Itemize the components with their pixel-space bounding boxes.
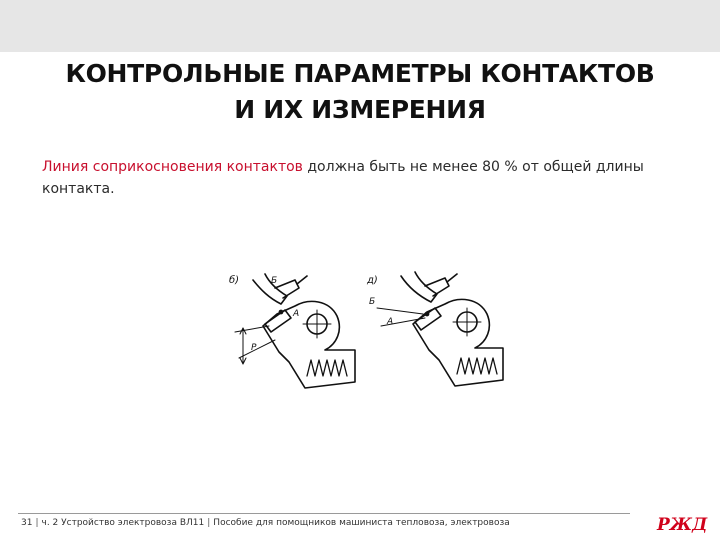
right-measure-line-1: [377, 308, 423, 314]
footer-course: Устройство электровоза ВЛ11: [61, 518, 205, 528]
rzd-logo: [655, 513, 708, 535]
slide-title-line-2: И ИХ ИЗМЕРЕНИЯ: [234, 95, 486, 124]
right-fixed-tip: [425, 278, 449, 296]
left-label-r: Р: [251, 343, 257, 353]
left-measure-line-1: [235, 326, 269, 332]
slide-footer: [21, 518, 510, 528]
contact-drawing-right: [366, 272, 503, 386]
left-spring: [307, 360, 347, 376]
right-label-b: Б: [369, 297, 376, 307]
footer-separator: |: [207, 518, 211, 528]
left-measure-line-2: [239, 340, 275, 358]
left-moving-contact: [263, 301, 355, 388]
footer-part: ч. 2: [41, 518, 59, 528]
footer-divider: [18, 513, 630, 514]
left-fixed-tip: [275, 280, 299, 298]
footer-separator: |: [35, 518, 39, 528]
left-label-a: А: [293, 309, 300, 319]
slide-body-text: [42, 156, 682, 200]
contact-drawing-left: [229, 274, 355, 388]
footer-page-number: 31: [21, 518, 33, 528]
right-contact-point: [425, 312, 428, 315]
right-fixed-arm: [401, 272, 437, 302]
left-figure-label: б): [229, 275, 240, 286]
contact-measurement-figure: [225, 266, 535, 406]
left-tip-hook: [297, 276, 307, 284]
top-bar: [0, 0, 720, 52]
left-contact-point: [279, 310, 282, 313]
left-label-b: Б: [271, 276, 278, 286]
slide-title: [0, 56, 720, 128]
right-figure-label: д): [367, 275, 378, 286]
right-spring: [457, 358, 497, 374]
rzd-logo-text: РЖД: [657, 515, 708, 535]
slide-title-line-1: КОНТРОЛЬНЫЕ ПАРАМЕТРЫ КОНТАКТОВ: [65, 59, 655, 88]
footer-manual: Пособие для помощников машиниста тепловоза, электровоза: [213, 518, 510, 528]
left-fixed-arm: [253, 274, 287, 304]
right-tip-hook: [447, 274, 457, 282]
body-text-rest: должна быть не менее 80 % от общей длины контакта.: [42, 159, 644, 197]
right-label-a: А: [387, 317, 394, 327]
highlighted-phrase: Линия соприкосновения контактов: [42, 159, 303, 175]
